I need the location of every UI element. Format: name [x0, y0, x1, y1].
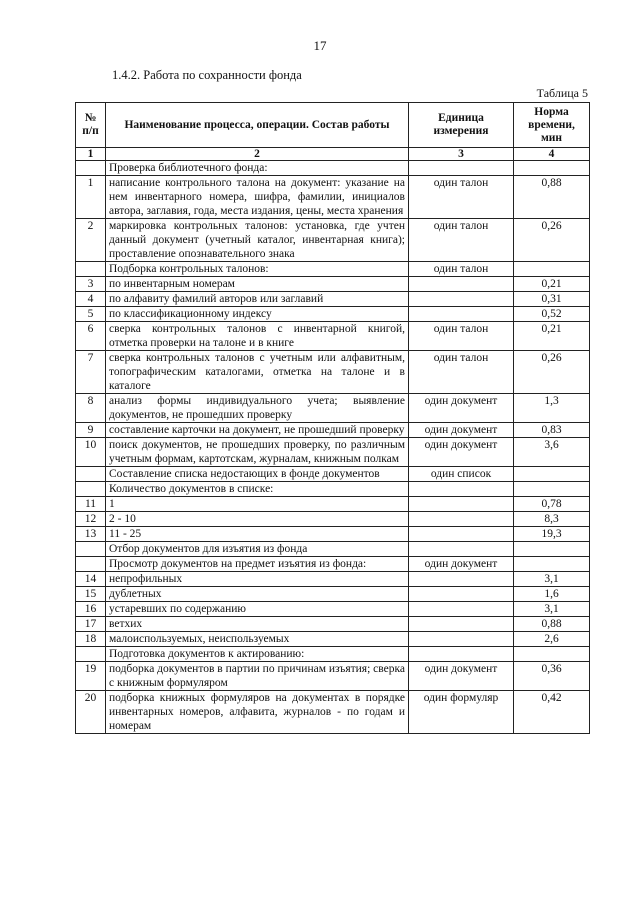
row-name: по алфавиту фамилий авторов или заглавий — [106, 292, 409, 307]
row-unit — [409, 307, 514, 322]
row-name: подборка книжных формуляров на документах в порядке инвентарных номеров, алфавита, журналов - по годам и номерам — [106, 691, 409, 734]
row-name: 2 - 10 — [106, 512, 409, 527]
row-name: анализ формы индивидуального учета; выявление документов, не прошедших проверку — [106, 394, 409, 423]
table-row — [76, 277, 590, 292]
table-row — [76, 219, 590, 262]
table-row — [76, 497, 590, 512]
row-unit — [409, 587, 514, 602]
row-time: 0,83 — [514, 423, 590, 438]
row-number — [76, 647, 106, 662]
column-number: 1 — [76, 148, 106, 161]
row-name: малоиспользуемых, неиспользуемых — [106, 632, 409, 647]
table-row — [76, 176, 590, 219]
table-row — [76, 161, 590, 176]
header-num: № п/п — [76, 103, 106, 148]
row-name: дублетных — [106, 587, 409, 602]
row-time: 0,52 — [514, 307, 590, 322]
row-unit — [409, 497, 514, 512]
table-row — [76, 423, 590, 438]
row-number: 17 — [76, 617, 106, 632]
row-unit — [409, 277, 514, 292]
row-time: 19,3 — [514, 527, 590, 542]
row-unit: один документ — [409, 662, 514, 691]
column-number: 2 — [106, 148, 409, 161]
table-row — [76, 394, 590, 423]
row-unit — [409, 572, 514, 587]
row-number: 15 — [76, 587, 106, 602]
column-number: 3 — [409, 148, 514, 161]
row-number — [76, 467, 106, 482]
row-unit: один документ — [409, 438, 514, 467]
row-unit: один талон — [409, 322, 514, 351]
table-row — [76, 467, 590, 482]
row-number: 6 — [76, 322, 106, 351]
row-name: непрофильных — [106, 572, 409, 587]
row-time: 0,21 — [514, 322, 590, 351]
row-unit — [409, 161, 514, 176]
row-number: 3 — [76, 277, 106, 292]
row-name: сверка контрольных талонов с инвентарной книгой, отметка проверки на талоне и в книге — [106, 322, 409, 351]
row-unit — [409, 632, 514, 647]
row-name: Отбор документов для изъятия из фонда — [106, 542, 409, 557]
table-caption: Таблица 5 — [536, 86, 588, 100]
table-row — [76, 587, 590, 602]
row-time: 0,26 — [514, 219, 590, 262]
table-row — [76, 351, 590, 394]
row-number: 4 — [76, 292, 106, 307]
row-unit: один талон — [409, 351, 514, 394]
row-unit — [409, 617, 514, 632]
row-number: 14 — [76, 572, 106, 587]
table-row — [76, 438, 590, 467]
row-time: 1,3 — [514, 394, 590, 423]
table-row — [76, 632, 590, 647]
row-number: 19 — [76, 662, 106, 691]
row-unit: один документ — [409, 557, 514, 572]
row-time: 8,3 — [514, 512, 590, 527]
row-unit: один талон — [409, 219, 514, 262]
table-row — [76, 647, 590, 662]
table-row — [76, 482, 590, 497]
table-body — [76, 161, 590, 734]
table-row — [76, 662, 590, 691]
row-time: 1,6 — [514, 587, 590, 602]
row-name: 1 — [106, 497, 409, 512]
row-unit: один документ — [409, 394, 514, 423]
row-number — [76, 542, 106, 557]
row-number — [76, 557, 106, 572]
row-number: 8 — [76, 394, 106, 423]
row-time — [514, 557, 590, 572]
row-unit — [409, 527, 514, 542]
norms-table — [75, 102, 590, 734]
row-number: 7 — [76, 351, 106, 394]
row-name: Подборка контрольных талонов: — [106, 262, 409, 277]
row-name: Количество документов в списке: — [106, 482, 409, 497]
row-name: поиск документов, не прошедших проверку, по различным учетным формам, картотскам, журналам, книжным полкам — [106, 438, 409, 467]
column-number: 4 — [514, 148, 590, 161]
row-name: Проверка библиотечного фонда: — [106, 161, 409, 176]
row-unit — [409, 647, 514, 662]
row-name: Подготовка документов к актированию: — [106, 647, 409, 662]
row-number: 1 — [76, 176, 106, 219]
row-time: 0,21 — [514, 277, 590, 292]
row-unit: один формуляр — [409, 691, 514, 734]
row-number: 12 — [76, 512, 106, 527]
row-number: 13 — [76, 527, 106, 542]
row-number: 20 — [76, 691, 106, 734]
section-title: 1.4.2. Работа по сохранности фонда — [112, 68, 302, 82]
row-number: 9 — [76, 423, 106, 438]
table-row — [76, 527, 590, 542]
table-row — [76, 307, 590, 322]
row-unit: один талон — [409, 262, 514, 277]
row-time — [514, 542, 590, 557]
row-number — [76, 161, 106, 176]
row-unit — [409, 292, 514, 307]
row-number: 10 — [76, 438, 106, 467]
row-time: 0,78 — [514, 497, 590, 512]
row-time — [514, 161, 590, 176]
row-name: устаревших по содержанию — [106, 602, 409, 617]
row-number: 16 — [76, 602, 106, 617]
row-unit — [409, 512, 514, 527]
page-number: 17 — [313, 38, 327, 53]
row-name: написание контрольного талона на документ: указание на нем инвентарного номера, шифра, фамилии, инициалов автора, заглавия, года, места издания, цены, места хранения — [106, 176, 409, 219]
row-name: Составление списка недостающих в фонде документов — [106, 467, 409, 482]
row-number: 5 — [76, 307, 106, 322]
table-row — [76, 262, 590, 277]
table-row — [76, 542, 590, 557]
row-time — [514, 467, 590, 482]
row-time: 3,1 — [514, 602, 590, 617]
row-name: 11 - 25 — [106, 527, 409, 542]
table-row — [76, 512, 590, 527]
row-time: 3,6 — [514, 438, 590, 467]
row-unit: один список — [409, 467, 514, 482]
row-unit — [409, 602, 514, 617]
row-time — [514, 262, 590, 277]
row-time: 0,42 — [514, 691, 590, 734]
table-row — [76, 557, 590, 572]
row-number — [76, 262, 106, 277]
row-time: 0,31 — [514, 292, 590, 307]
row-name: ветхих — [106, 617, 409, 632]
row-time: 0,88 — [514, 617, 590, 632]
table-row — [76, 572, 590, 587]
header-name: Наименование процесса, операции. Состав работы — [106, 103, 409, 148]
row-name: маркировка контрольных талонов: установка, где учтен данный документ (учетный каталог, инвентарная книга); проставление опознавательного знака — [106, 219, 409, 262]
row-number: 2 — [76, 219, 106, 262]
row-name: по классификационному индексу — [106, 307, 409, 322]
row-time — [514, 647, 590, 662]
row-number: 11 — [76, 497, 106, 512]
table-row — [76, 322, 590, 351]
row-time: 0,88 — [514, 176, 590, 219]
row-time: 3,1 — [514, 572, 590, 587]
header-unit: Единица измерения — [409, 103, 514, 148]
header-time: Норма времени, мин — [514, 103, 590, 148]
row-time: 2,6 — [514, 632, 590, 647]
row-time: 0,36 — [514, 662, 590, 691]
row-unit: один талон — [409, 176, 514, 219]
row-name: Просмотр документов на предмет изъятия из фонда: — [106, 557, 409, 572]
table-row — [76, 292, 590, 307]
column-number-row — [76, 148, 590, 161]
row-name: сверка контрольных талонов с учетным или алфавитным, топографическим каталогами, отметка на талоне и в каталоге — [106, 351, 409, 394]
row-time: 0,26 — [514, 351, 590, 394]
row-name: по инвентарным номерам — [106, 277, 409, 292]
row-name: составление карточки на документ, не прошедший проверку — [106, 423, 409, 438]
row-name: подборка документов в партии по причинам изъятия; сверка с книжным формуляром — [106, 662, 409, 691]
table-row — [76, 602, 590, 617]
row-unit — [409, 482, 514, 497]
table-row — [76, 691, 590, 734]
row-number — [76, 482, 106, 497]
row-unit: один документ — [409, 423, 514, 438]
row-unit — [409, 542, 514, 557]
row-number: 18 — [76, 632, 106, 647]
row-time — [514, 482, 590, 497]
table-row — [76, 617, 590, 632]
table-header-row — [76, 103, 590, 148]
